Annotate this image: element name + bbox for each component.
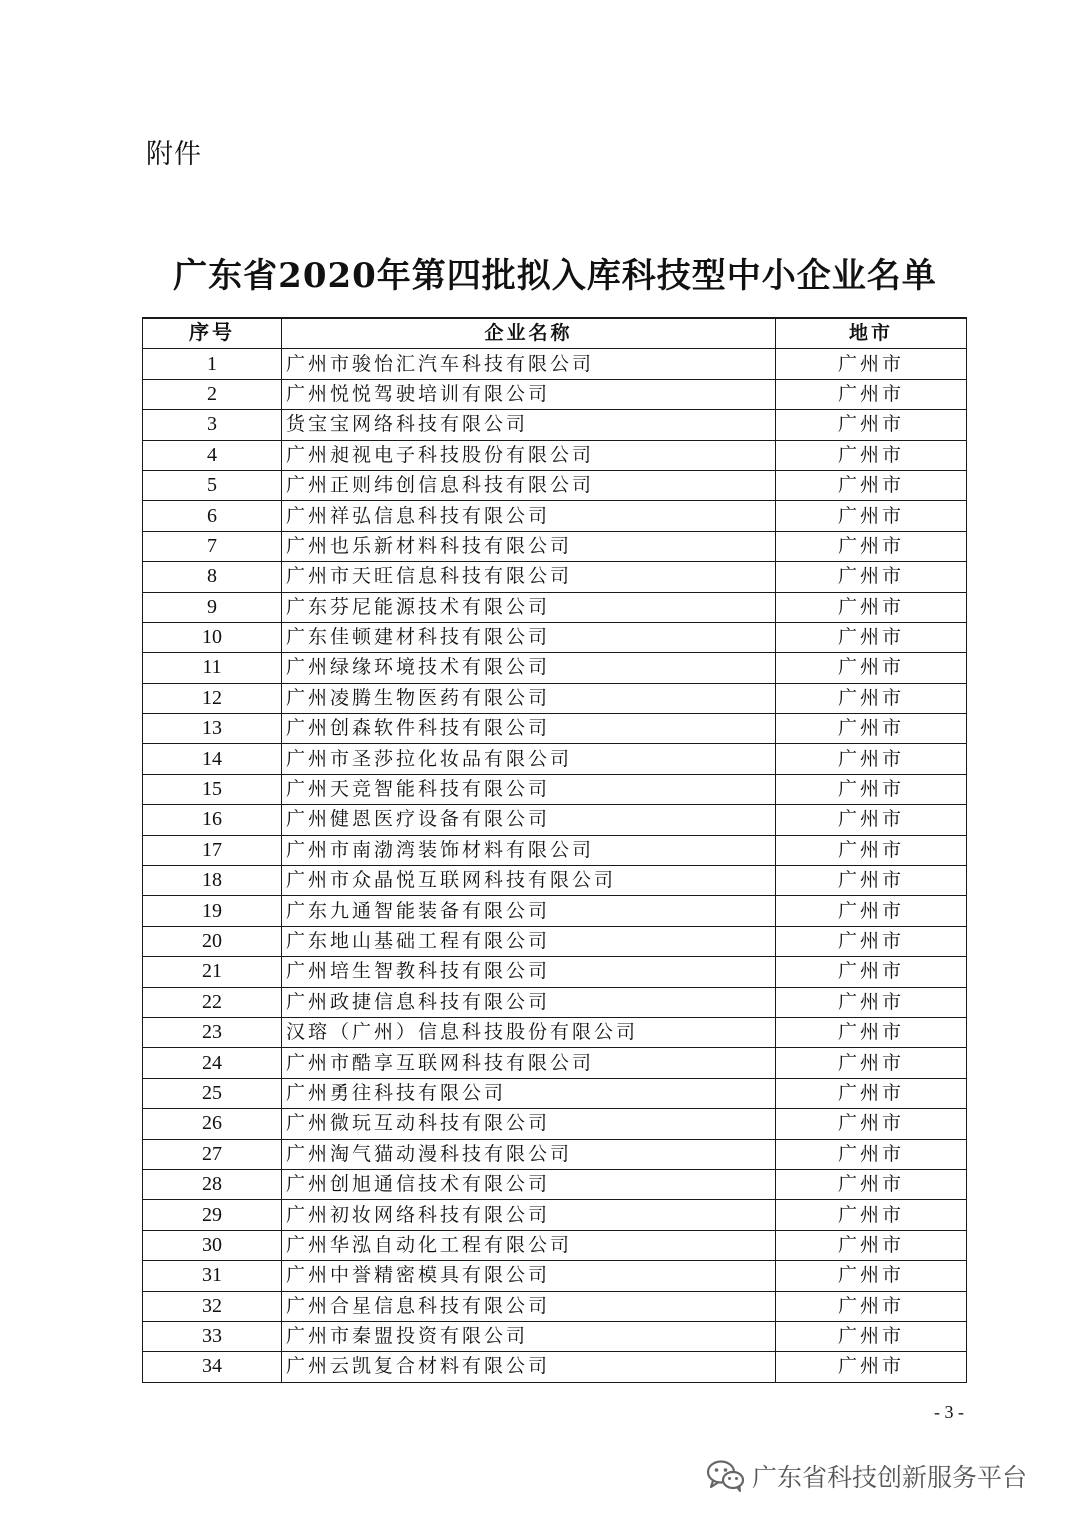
table-row (143, 653, 967, 683)
table-row (143, 987, 967, 1017)
enterprise-name: 广州合星信息科技有限公司 (282, 1291, 776, 1321)
table-row (143, 1200, 967, 1230)
city-name: 广州市 (776, 622, 967, 652)
document-title: 广东省2020年第四批拟入库科技型中小企业名单 (173, 256, 937, 296)
row-number: 9 (143, 592, 282, 622)
city-name: 广州市 (776, 714, 967, 744)
row-number: 16 (143, 805, 282, 835)
row-number: 2 (143, 379, 282, 409)
row-number: 33 (143, 1321, 282, 1351)
table-row (143, 1321, 967, 1351)
row-number: 23 (143, 1017, 282, 1047)
row-number: 28 (143, 1169, 282, 1199)
table-row (143, 926, 967, 956)
enterprise-name: 广东地山基础工程有限公司 (282, 926, 776, 956)
enterprise-name: 广州初妆网络科技有限公司 (282, 1200, 776, 1230)
enterprise-name: 汉瑢（广州）信息科技股份有限公司 (282, 1017, 776, 1047)
row-number: 24 (143, 1048, 282, 1078)
table-row (143, 470, 967, 500)
enterprise-name: 广东九通智能装备有限公司 (282, 896, 776, 926)
enterprise-name: 广州市秦盟投资有限公司 (282, 1321, 776, 1351)
row-number: 27 (143, 1139, 282, 1169)
row-number: 34 (143, 1352, 282, 1382)
table-row (143, 592, 967, 622)
city-name: 广州市 (776, 653, 967, 683)
table-row (143, 562, 967, 592)
row-number: 20 (143, 926, 282, 956)
row-number: 6 (143, 501, 282, 531)
enterprise-name: 广州市圣莎拉化妆品有限公司 (282, 744, 776, 774)
enterprise-name: 广州天竞智能科技有限公司 (282, 774, 776, 804)
enterprise-name: 广州市天旺信息科技有限公司 (282, 562, 776, 592)
table-row (143, 379, 967, 409)
city-name: 广州市 (776, 805, 967, 835)
row-number: 19 (143, 896, 282, 926)
enterprise-name: 广州市众晶悦互联网科技有限公司 (282, 866, 776, 896)
row-number: 10 (143, 622, 282, 652)
row-number: 14 (143, 744, 282, 774)
row-number: 8 (143, 562, 282, 592)
city-name: 广州市 (776, 987, 967, 1017)
row-number: 30 (143, 1230, 282, 1260)
attachment-label: 附件 (146, 139, 202, 170)
row-number: 25 (143, 1078, 282, 1108)
enterprise-name: 货宝宝网络科技有限公司 (282, 410, 776, 440)
table-row (143, 805, 967, 835)
column-header-city: 地市 (776, 318, 967, 349)
city-name: 广州市 (776, 1291, 967, 1321)
row-number: 26 (143, 1109, 282, 1139)
city-name: 广州市 (776, 1109, 967, 1139)
city-name: 广州市 (776, 926, 967, 956)
column-header-number: 序号 (143, 318, 282, 349)
city-name: 广州市 (776, 1230, 967, 1260)
enterprise-table (142, 317, 967, 1383)
city-name: 广州市 (776, 501, 967, 531)
city-name: 广州市 (776, 470, 967, 500)
table-row (143, 1048, 967, 1078)
row-number: 4 (143, 440, 282, 470)
enterprise-name: 广州微玩互动科技有限公司 (282, 1109, 776, 1139)
city-name: 广州市 (776, 440, 967, 470)
row-number: 15 (143, 774, 282, 804)
city-name: 广州市 (776, 774, 967, 804)
watermark-text: 广东省科技创新服务平台 (752, 1463, 1028, 1492)
table-row (143, 1139, 967, 1169)
table-row (143, 531, 967, 561)
city-name: 广州市 (776, 866, 967, 896)
enterprise-name: 广州培生智教科技有限公司 (282, 957, 776, 987)
city-name: 广州市 (776, 379, 967, 409)
row-number: 21 (143, 957, 282, 987)
row-number: 31 (143, 1261, 282, 1291)
enterprise-name: 广州悦悦驾驶培训有限公司 (282, 379, 776, 409)
row-number: 7 (143, 531, 282, 561)
table-row (143, 1109, 967, 1139)
city-name: 广州市 (776, 683, 967, 713)
column-header-name: 企业名称 (282, 318, 776, 349)
city-name: 广州市 (776, 410, 967, 440)
enterprise-name: 广州正则纬创信息科技有限公司 (282, 470, 776, 500)
city-name: 广州市 (776, 349, 967, 379)
table-row (143, 1352, 967, 1382)
table-row (143, 714, 967, 744)
city-name: 广州市 (776, 592, 967, 622)
table-row (143, 744, 967, 774)
row-number: 29 (143, 1200, 282, 1230)
city-name: 广州市 (776, 1321, 967, 1351)
table-body (143, 349, 967, 1382)
city-name: 广州市 (776, 957, 967, 987)
city-name: 广州市 (776, 1139, 967, 1169)
watermark (706, 1456, 1027, 1496)
enterprise-name: 广东芬尼能源技术有限公司 (282, 592, 776, 622)
row-number: 12 (143, 683, 282, 713)
city-name: 广州市 (776, 1017, 967, 1047)
table-row (143, 683, 967, 713)
city-name: 广州市 (776, 562, 967, 592)
city-name: 广州市 (776, 1261, 967, 1291)
table-row (143, 866, 967, 896)
enterprise-name: 广州政捷信息科技有限公司 (282, 987, 776, 1017)
table-row (143, 622, 967, 652)
city-name: 广州市 (776, 896, 967, 926)
table-row (143, 774, 967, 804)
table-row (143, 835, 967, 865)
row-number: 22 (143, 987, 282, 1017)
table-row (143, 440, 967, 470)
table-row (143, 1261, 967, 1291)
enterprise-name: 广州绿缘环境技术有限公司 (282, 653, 776, 683)
enterprise-name: 广州市骏怡汇汽车科技有限公司 (282, 349, 776, 379)
enterprise-name: 广州创旭通信技术有限公司 (282, 1169, 776, 1199)
enterprise-name: 广州创森软件科技有限公司 (282, 714, 776, 744)
table-row (143, 1017, 967, 1047)
enterprise-name: 广州中誉精密模具有限公司 (282, 1261, 776, 1291)
city-name: 广州市 (776, 1352, 967, 1382)
city-name: 广州市 (776, 531, 967, 561)
city-name: 广州市 (776, 1200, 967, 1230)
enterprise-name: 广州市酷享互联网科技有限公司 (282, 1048, 776, 1078)
enterprise-name: 广州云凯复合材料有限公司 (282, 1352, 776, 1382)
table-row (143, 1230, 967, 1260)
row-number: 13 (143, 714, 282, 744)
city-name: 广州市 (776, 1078, 967, 1108)
enterprise-name: 广州勇往科技有限公司 (282, 1078, 776, 1108)
table-row (143, 1291, 967, 1321)
enterprise-name: 广州昶视电子科技股份有限公司 (282, 440, 776, 470)
table-header-row (143, 318, 967, 349)
row-number: 11 (143, 653, 282, 683)
enterprise-name: 广东佳顿建材科技有限公司 (282, 622, 776, 652)
table-row (143, 410, 967, 440)
enterprise-name: 广州淘气猫动漫科技有限公司 (282, 1139, 776, 1169)
enterprise-name: 广州市南渤湾装饰材料有限公司 (282, 835, 776, 865)
enterprise-name: 广州祥弘信息科技有限公司 (282, 501, 776, 531)
table-row (143, 501, 967, 531)
city-name: 广州市 (776, 1169, 967, 1199)
row-number: 18 (143, 866, 282, 896)
table-row (143, 896, 967, 926)
row-number: 5 (143, 470, 282, 500)
enterprise-name: 广州也乐新材料科技有限公司 (282, 531, 776, 561)
enterprise-name: 广州华泓自动化工程有限公司 (282, 1230, 776, 1260)
table-row (143, 957, 967, 987)
row-number: 3 (143, 410, 282, 440)
page-number: - 3 - (934, 1402, 964, 1422)
enterprise-name: 广州健恩医疗设备有限公司 (282, 805, 776, 835)
city-name: 广州市 (776, 744, 967, 774)
table-row (143, 1078, 967, 1108)
row-number: 1 (143, 349, 282, 379)
table-row (143, 1169, 967, 1199)
enterprise-name: 广州凌腾生物医药有限公司 (282, 683, 776, 713)
city-name: 广州市 (776, 1048, 967, 1078)
row-number: 17 (143, 835, 282, 865)
table-row (143, 349, 967, 379)
row-number: 32 (143, 1291, 282, 1321)
city-name: 广州市 (776, 835, 967, 865)
wechat-icon (706, 1459, 746, 1493)
